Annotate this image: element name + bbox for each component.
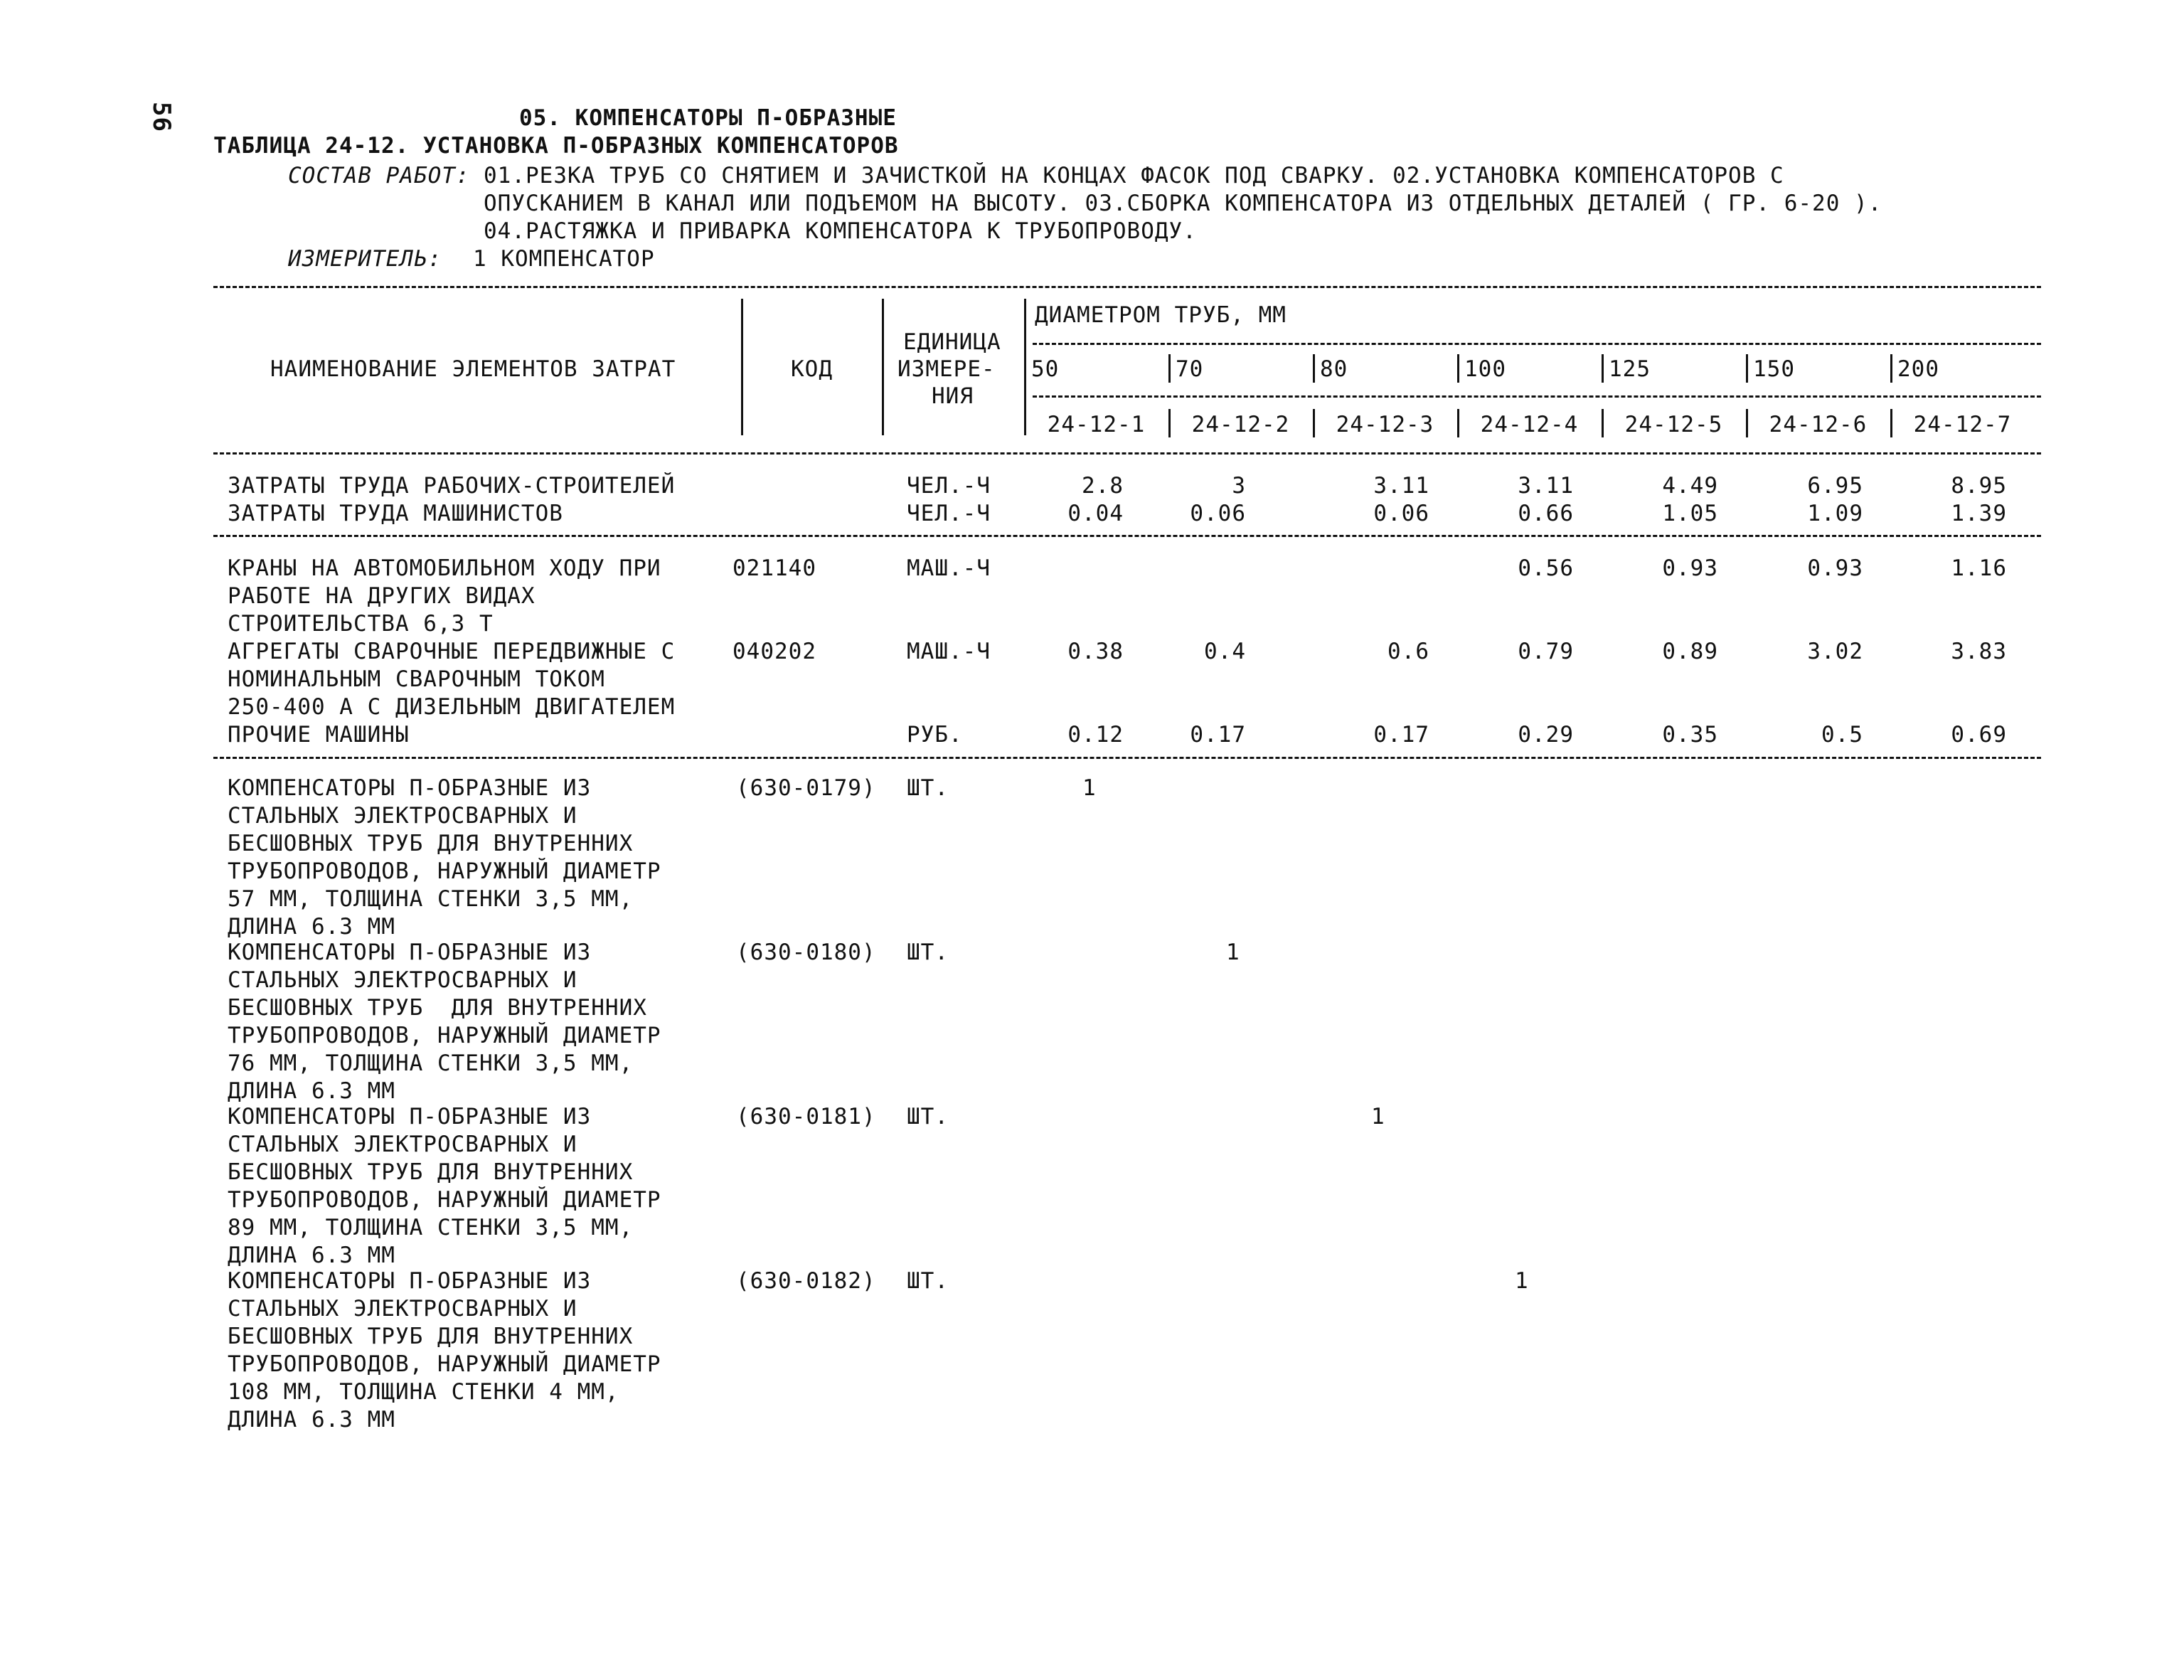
row-value: 0.89 [1662, 639, 1718, 664]
header-name: НАИМЕНОВАНИЕ ЭЛЕМЕНТОВ ЗАТРАТ [270, 356, 676, 382]
row-name-line: БЕСШОВНЫХ ТРУБ ДЛЯ ВНУТРЕННИХ [228, 1324, 634, 1349]
row-name-line: ЗАТРАТЫ ТРУДА РАБОЧИХ-СТРОИТЕЛЕЙ [228, 473, 676, 499]
rule-group-2 [213, 757, 2041, 759]
diameter-label-70: 70 [1176, 356, 1204, 382]
row-value: 1.16 [1951, 555, 2007, 581]
diameter-label-150: 150 [1753, 356, 1795, 382]
row-name-line: КОМПЕНСАТОРЫ П-ОБРАЗНЫЕ ИЗ [228, 1104, 592, 1129]
row-name-line: КОМПЕНСАТОРЫ П-ОБРАЗНЫЕ ИЗ [228, 775, 592, 801]
table-code-24-12-2: 24-12-2 [1191, 412, 1290, 437]
row-value: 0.66 [1518, 501, 1574, 526]
work-label: СОСТАВ РАБОТ: [288, 163, 470, 188]
row-value: 0.93 [1662, 555, 1718, 581]
row-value: 1.09 [1807, 501, 1863, 526]
row-value: 6.95 [1807, 473, 1863, 499]
row-value: 1 [1082, 775, 1097, 801]
row-name-line: ДЛИНА 6.3 ММ [228, 1243, 395, 1268]
row-name-line: 250-400 А С ДИЗЕЛЬНЫМ ДВИГАТЕЛЕМ [228, 694, 676, 720]
row-value: 1 [1371, 1104, 1385, 1129]
table-title: ТАБЛИЦА 24-12. УСТАНОВКА П-ОБРАЗНЫХ КОМПЕНСАТОРОВ [213, 133, 899, 159]
diameter-bar [1602, 354, 1604, 383]
row-name-line: ДЛИНА 6.3 ММ [228, 1078, 395, 1104]
diameter-bar [1168, 354, 1171, 383]
row-code: 040202 [733, 639, 816, 664]
row-name-line: ТРУБОПРОВОДОВ, НАРУЖНЫЙ ДИАМЕТР [228, 1351, 661, 1377]
row-value: 0.17 [1190, 722, 1246, 748]
row-name-line: РАБОТЕ НА ДРУГИХ ВИДАХ [228, 583, 536, 609]
row-value: 3.02 [1807, 639, 1863, 664]
row-value: 0.06 [1190, 501, 1246, 526]
row-code: (630-0181) [736, 1104, 876, 1129]
rule-top [213, 286, 2041, 288]
row-value: 0.93 [1807, 555, 1863, 581]
row-name-line: СТРОИТЕЛЬСТВА 6,3 Т [228, 611, 494, 637]
row-name-line: ТРУБОПРОВОДОВ, НАРУЖНЫЙ ДИАМЕТР [228, 1187, 661, 1213]
row-value: 0.29 [1518, 722, 1574, 748]
row-code: (630-0179) [736, 775, 876, 801]
row-code: 021140 [733, 555, 816, 581]
row-value: 2.8 [1082, 473, 1124, 499]
diameter-bar [1024, 354, 1026, 383]
work-line-1: 01.РЕЗКА ТРУБ СО СНЯТИЕМ И ЗАЧИСТКОЙ НА КОНЦАХ ФАСОК ПОД СВАРКУ. 02.УСТАНОВКА КОМПЕНСАТОРОВ С [484, 163, 1784, 188]
table-code-24-12-3: 24-12-3 [1336, 412, 1434, 437]
row-name-line: КОМПЕНСАТОРЫ П-ОБРАЗНЫЕ ИЗ [228, 1268, 592, 1294]
row-name-line: ТРУБОПРОВОДОВ, НАРУЖНЫЙ ДИАМЕТР [228, 858, 661, 884]
row-unit: РУБ. [907, 722, 963, 748]
row-value: 0.17 [1373, 722, 1429, 748]
table-code-24-12-7: 24-12-7 [1913, 412, 2012, 437]
row-value: 0.4 [1204, 639, 1246, 664]
diameter-bar [1890, 354, 1892, 383]
row-name-line: ТРУБОПРОВОДОВ, НАРУЖНЫЙ ДИАМЕТР [228, 1023, 661, 1048]
row-value: 0.6 [1387, 639, 1429, 664]
row-name-line: БЕСШОВНЫХ ТРУБ ДЛЯ ВНУТРЕННИХ [228, 995, 647, 1021]
row-name-line: ЗАТРАТЫ ТРУДА МАШИНИСТОВ [228, 501, 563, 526]
row-value: 3.11 [1373, 473, 1429, 499]
row-unit: МАШ.-Ч [907, 639, 991, 664]
row-unit: ЧЕЛ.-Ч [907, 473, 991, 499]
row-unit: ШТ. [907, 775, 949, 801]
row-value: 0.12 [1067, 722, 1124, 748]
row-value: 8.95 [1951, 473, 2007, 499]
row-name-line: 76 ММ, ТОЛЩИНА СТЕНКИ 3,5 ММ, [228, 1051, 634, 1076]
row-unit: МАШ.-Ч [907, 555, 991, 581]
row-name-line: ДЛИНА 6.3 ММ [228, 1407, 395, 1432]
diameter-bar [1313, 354, 1315, 383]
row-name-line: АГРЕГАТЫ СВАРОЧНЫЕ ПЕРЕДВИЖНЫЕ С [228, 639, 676, 664]
row-name-line: СТАЛЬНЫХ ЭЛЕКТРОСВАРНЫХ И [228, 1296, 577, 1322]
unit-label: ИЗМЕРИТЕЛЬ: [288, 246, 442, 272]
diameter-label-80: 80 [1320, 356, 1348, 382]
table-code-24-12-4: 24-12-4 [1480, 412, 1579, 437]
rule-header-bottom [213, 452, 2041, 454]
diameter-label-50: 50 [1031, 356, 1060, 382]
row-name-line: НОМИНАЛЬНЫМ СВАРОЧНЫМ ТОКОМ [228, 666, 605, 692]
row-name-line: СТАЛЬНЫХ ЭЛЕКТРОСВАРНЫХ И [228, 1132, 577, 1157]
diameter-label-100: 100 [1464, 356, 1506, 382]
row-name-line: 108 ММ, ТОЛЩИНА СТЕНКИ 4 ММ, [228, 1379, 619, 1405]
row-value: 3.83 [1951, 639, 2007, 664]
row-value: 1.39 [1951, 501, 2007, 526]
row-value: 3 [1232, 473, 1246, 499]
row-code: (630-0180) [736, 940, 876, 965]
row-name-line: БЕСШОВНЫХ ТРУБ ДЛЯ ВНУТРЕННИХ [228, 1159, 634, 1185]
header-unit-2: ИЗМЕРЕ- [897, 356, 996, 382]
header-unit-1: ЕДИНИЦА [903, 329, 1001, 355]
header-diameter: ДИАМЕТРОМ ТРУБ, ММ [1035, 302, 1287, 328]
section-title: 05. КОМПЕНСАТОРЫ П-ОБРАЗНЫЕ [519, 105, 897, 131]
table-code-24-12-6: 24-12-6 [1769, 412, 1868, 437]
rule-group-1 [213, 535, 2041, 537]
row-unit: ШТ. [907, 1104, 949, 1129]
diameter-bar [1457, 354, 1459, 383]
row-name-line: 89 ММ, ТОЛЩИНА СТЕНКИ 3,5 ММ, [228, 1215, 634, 1240]
row-value: 0.56 [1518, 555, 1574, 581]
row-name-line: БЕСШОВНЫХ ТРУБ ДЛЯ ВНУТРЕННИХ [228, 831, 634, 856]
row-name-line: ДЛИНА 6.3 ММ [228, 914, 395, 940]
row-unit: ЧЕЛ.-Ч [907, 501, 991, 526]
row-name-line: ПРОЧИЕ МАШИНЫ [228, 722, 410, 748]
table-code-24-12-1: 24-12-1 [1047, 412, 1146, 437]
row-value: 0.79 [1518, 639, 1574, 664]
row-name-line: КРАНЫ НА АВТОМОБИЛЬНОМ ХОДУ ПРИ [228, 555, 661, 581]
header-bar-unit [882, 299, 884, 435]
row-value: 0.38 [1067, 639, 1124, 664]
header-bar-code [741, 299, 743, 435]
diameter-label-125: 125 [1609, 356, 1651, 382]
rule-header-1 [1033, 343, 2041, 345]
row-value: 4.49 [1662, 473, 1718, 499]
unit-value: 1 КОМПЕНСАТОР [473, 246, 655, 272]
row-name-line: 57 ММ, ТОЛЩИНА СТЕНКИ 3,5 ММ, [228, 886, 634, 912]
header-code: КОД [791, 356, 833, 382]
row-value: 0.35 [1662, 722, 1718, 748]
diameter-label-200: 200 [1897, 356, 1939, 382]
header-unit-3: НИЯ [932, 383, 974, 409]
table-code-24-12-5: 24-12-5 [1624, 412, 1723, 437]
row-value: 0.06 [1373, 501, 1429, 526]
row-unit: ШТ. [907, 940, 949, 965]
row-value: 1 [1515, 1268, 1529, 1294]
row-value: 0.5 [1821, 722, 1863, 748]
row-name-line: СТАЛЬНЫХ ЭЛЕКТРОСВАРНЫХ И [228, 803, 577, 829]
row-value: 1.05 [1662, 501, 1718, 526]
row-value: 0.04 [1067, 501, 1124, 526]
row-value: 1 [1226, 940, 1240, 965]
row-value: 0.69 [1951, 722, 2007, 748]
rule-header-2 [1033, 395, 2041, 398]
row-name-line: КОМПЕНСАТОРЫ П-ОБРАЗНЫЕ ИЗ [228, 940, 592, 965]
page-number: 56 [147, 102, 176, 132]
row-code: (630-0182) [736, 1268, 876, 1294]
diameter-bar [1746, 354, 1748, 383]
work-line-3: 04.РАСТЯЖКА И ПРИВАРКА КОМПЕНСАТОРА К ТРУБОПРОВОДУ. [484, 218, 1197, 244]
row-name-line: СТАЛЬНЫХ ЭЛЕКТРОСВАРНЫХ И [228, 967, 577, 993]
work-line-2: ОПУСКАНИЕМ В КАНАЛ ИЛИ ПОДЪЕМОМ НА ВЫСОТУ. 03.СБОРКА КОМПЕНСАТОРА ИЗ ОТДЕЛЬНЫХ ДЕТАЛЕЙ ( ГР. 6-20 ). [484, 191, 1882, 216]
row-unit: ШТ. [907, 1268, 949, 1294]
row-value: 3.11 [1518, 473, 1574, 499]
